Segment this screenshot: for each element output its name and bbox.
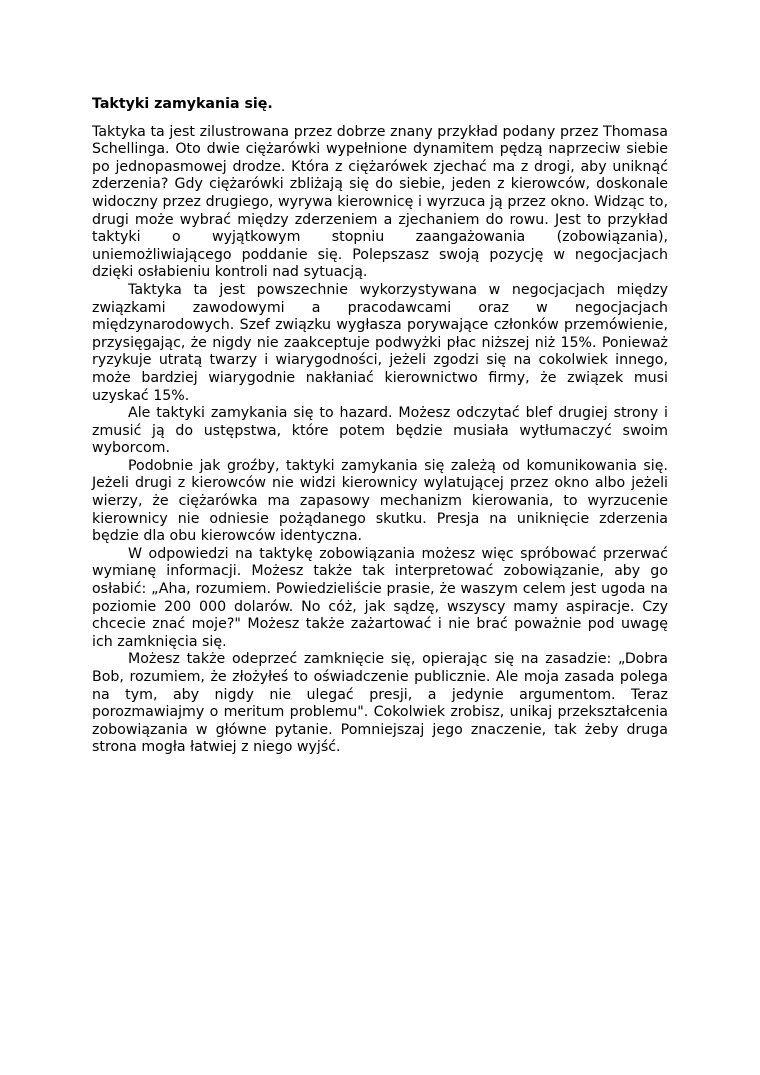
paragraph-3: Ale taktyki zamykania się to hazard. Możesz odczytać blef drugiej strony i zmusić ją do ustępstwa, które potem będzie musiała wytłumaczyć swoim wyborcom. bbox=[92, 405, 668, 457]
document-body bbox=[92, 96, 668, 757]
paragraph-2: Taktyka ta jest powszechnie wykorzystywana w negocjacjach między związkami zawodowymi a pracodawcami oraz w negocjacjach międzynarodowych. Szef związku wygłasza porywające członków przemówienie, przysięgając, że nigdy nie zaakceptuje podwyżki płac niższej niż 15%. Ponieważ ryzykuje utratą twarzy i wiarygodności, jeżeli zgodzi się na cokolwiek innego, może bardziej wiarygodnie nakłaniać kierownictwo firmy, że związek musi uzyskać 15%. bbox=[92, 281, 668, 404]
paragraph-6: Możesz także odeprzeć zamknięcie się, opierając się na zasadzie: „Dobra Bob, rozumiem, że złożyłeś to oświadczenie publicznie. Ale moja zasada polega na tym, aby nigdy nie ulegać presji, a jedynie argumentom. Teraz porozmawiajmy o meritum problemu". Cokolwiek zrobisz, unikaj przekształcenia zobowiązania w główne pytanie. Pomniejszaj jego znaczenie, tak żeby druga strona mogła łatwiej z niego wyjść. bbox=[92, 651, 668, 756]
paragraph-5: W odpowiedzi na taktykę zobowiązania możesz więc spróbować przerwać wymianę informacji. Możesz także tak interpretować zobowiązanie, aby go osłabić: „Aha, rozumiem. Powiedzieliście prasie, że waszym celem jest ugoda na poziomie 200 000 dolarów. No cóż, jak sądzę, wszyscy mamy aspiracje. Czy chcecie znać moje?" Możesz także zażartować i nie brać poważnie pod uwagę ich zamknięcia się. bbox=[92, 545, 668, 650]
paragraph-4: Podobnie jak groźby, taktyki zamykania się zależą od komunikowania się. Jeżeli drugi z kierowców nie widzi kierownicy wylatującej przez okno albo jeżeli wierzy, że ciężarówka ma zapasowy mechanizm kierowania, to wyrzucenie kierownicy nie odniesie pożądanego skutku. Presja na uniknięcie zderzenia będzie dla obu kierowców identyczna. bbox=[92, 457, 668, 545]
paragraph-1: Taktyka ta jest zilustrowana przez dobrze znany przykład podany przez Thomasa Schellinga. Oto dwie ciężarówki wypełnione dynamitem pędzą naprzeciw siebie po jednopasmowej drodze. Która z ciężarówek zjechać ma z drogi, aby uniknąć zderzenia? Gdy ciężarówki zbliżają się do siebie, jeden z kierowców, doskonale widoczny przez drugiego, wyrywa kierownicę i wyrzuca ją przez okno. Widząc to, drugi może wybrać między zderzeniem a zjechaniem do rowu. Jest to przykład taktyki o wyjątkowym stopniu zaangażowania (zobowiązania), uniemożliwiającego poddanie się. Polepszasz swoją pozycję w negocjacjach dzięki osłabieniu kontroli nad sytuacją. bbox=[92, 123, 668, 281]
document-title: Taktyki zamykania się. bbox=[92, 96, 273, 112]
